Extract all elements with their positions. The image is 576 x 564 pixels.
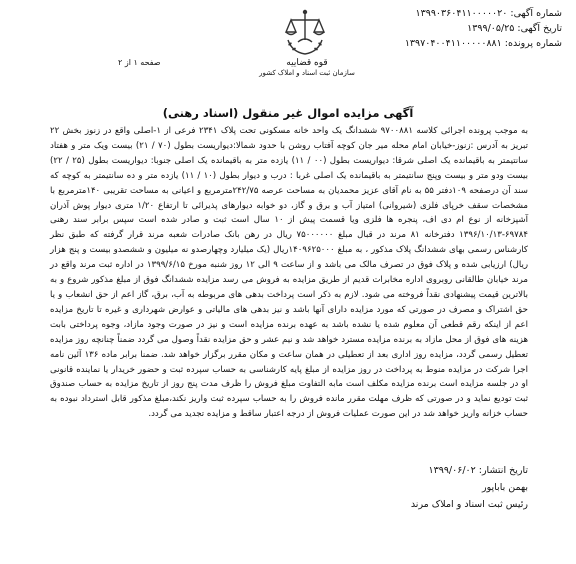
publish-date: تاریخ انتشار: ۱۳۹۹/۰۶/۰۲ (428, 465, 528, 476)
file-number: شماره پرونده: ۱۳۹۷۰۴۰۰۴۱۱۰۰۰۰۰۸۸۱ (404, 38, 562, 49)
org-subtitle: سازمان ثبت اسناد و املاک کشور (259, 69, 355, 77)
signatory-role: رئیس ثبت اسناد و املاک مرند (410, 499, 528, 510)
notice-number: شماره آگهی: ۱۳۹۹۰۳۶۰۴۱۱۰۰۰۰۰۲۰ (415, 8, 562, 19)
signatory-name: بهمن باباپور (482, 482, 528, 493)
notice-body: به موجب پرونده اجرائی کلاسه ۹۷۰۰۸۸۱ ششدانگ یک واحد خانه مسکونی تحت پلاک ۲۳۴۱ فرعی از ۱-اصلی واقع در زنوز بخش ۲۲ تبریز به آدرس :زنوز-خیابان امام محله میر جان کوچه آفتاب روشن با حدود شمالا:دیواریست بطول (۷۰ / ۲۱) بیست ویک متر و هفتاد سانتیمتر به باقیمانده یک اصلی شرقا: دیواریست بطول (۰۰ / ۱۱) یازده متر به باقیمانده یک اصلی جنوبا: دیواریست بطول (۲۵ / ۲۲) بیست ودو متر و بیست وپنج سانتیمتر به باقیمانده یک اصلی غربا : درب و دیوار بطول (۱۰ / ۱۱) یازده متر و ده سانتیمتر به کوچه که سند آن درصفحه ۱۰۹دفتر ۵۵ به نام آقای عزیز محمدیان به مساحت عرصه ۲۴۲/۷۵مترمربع و اعیانی به مساحت تقریبی ۱۴۰مترمربع با مشخصات سقف خرپای فلزی (شیروانی) امتیاز آب و برق و گاز، دو خوابه دیوارهای پذیرائی تا ارتفاع ۱/۲۰ متری دیوار پوش آذران آشپزخانه از نوع ام دی اف، پنجره ها فلزی ویا قسمت پیش از ۱۰ سال است ثبت و صادر شده است سپس برابر سند رهنی ۶۹۷۸۴-۱۳۹۶/۱۰/۱۳ دفترخانه ۸۱ مرند در قبال مبلغ ۷۵۰۰۰۰۰۰ ریال در رهن بانک صادرات شعبه مرند قرار گرفته که طبق نظر کارشناس رسمی بهای ششدانگ پلاک مذکور ، به مبلغ ۱۴۰۹۶۲۵۰۰۰ریال (یک میلیارد وچهارصدو نه میلیون و ششصدو بیست و پنج هزار ریال) ارزیابی شده و پلاک فوق در تصرف مالک می باشد و از ساعت ۹ الی ۱۲ روز شنبه مورخ ۱۳۹۹/۶/۱۵ در اداره ثبت مرند واقع در مرند خیابان طالقانی روبروی اداره مخابرات قدیم از طریق مزایده به فروش می رسد مزایده ششدانگ فوق از مبلغ مذکور شروع و به بالاترین قیمت پیشنهادی نقداً فروخته می شود. لازم به ذکر است پرداخت بدهی های مربوطه به آب، برق، گاز اعم از حق انشعاب و یا حق اشتراک و مصرف در صورتی که مورد مزایده دارای آنها باشد و نیز بدهی های مالیاتی و عوارض شهرداری و غیره تا تاریخ مزایده اعم از اینکه رقم قطعی آن معلوم شده یا نشده باشد به عهده برنده مزایده است و نیز در صورت وجود مازاد، وجوه پرداختی بابت هزینه های فوق از محل مازاد به برنده مزایده مسترد خواهد شد و نیم عشر و حق مزایده نقداً وصول می گردد ضمناً چنانچه روز مزایده تعطیل رسمی گردد، مزایده روز اداری بعد از تعطیلی در همان ساعت و مکان مقرر برگزار خواهد شد. ضمنا برابر ماده ۱۳۶ آئین نامه اجرا شرکت در مزایده منوط به پرداخت در روز مزایده از مبلغ پایه کارشناسی به حساب سپرده ثبت و حضور خریدار یا نماینده قانونی او در جلسه مزایده است برنده مزایده مکلف است مابه التفاوت مبلغ فروش را ظرف مدت پنج روز از تاریخ مزایده به حساب صندوق ثبت تودیع نماید و در صورتی که ظرف مهلت مقرر مانده فروش را به حساب سپرده ثبت واریز نکند،مبلغ مذکور قابل استرداد نبوده به حساب خزانه واریز خواهد شد در این صورت عملیات فروش از درجه اعتبار ساقط و مزایده تجدید می گردد. (50, 126, 529, 420)
page-indicator: صفحه ۱ از ۲ (118, 58, 161, 67)
notice-metadata (332, 6, 562, 51)
organization-block (232, 58, 382, 77)
org-name: قوه قضاییه (286, 58, 328, 68)
notice-title: آگهی مزایده اموال غیر منقول (اسناد رهنی) (162, 106, 414, 120)
notice-date: تاریخ آگهی: ۱۳۹۹/۰۵/۲۵ (467, 23, 562, 34)
signature-block (320, 462, 528, 513)
